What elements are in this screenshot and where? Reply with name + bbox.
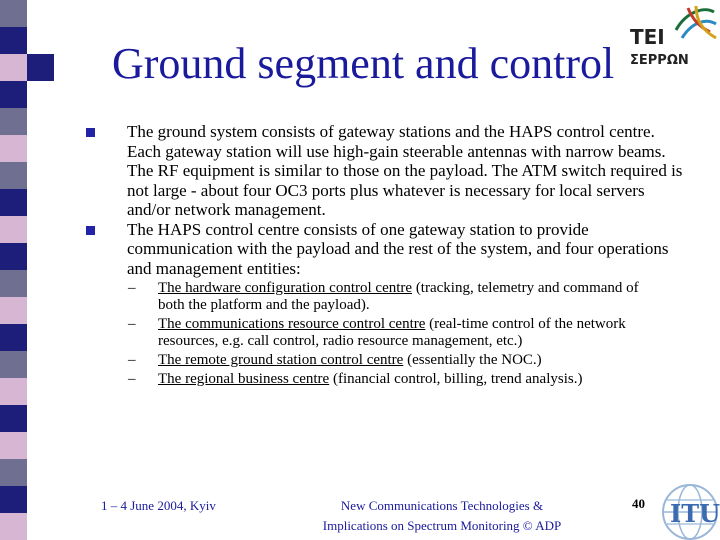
sub-bullet-item	[128, 316, 658, 350]
strip-square	[0, 459, 27, 486]
sub-bullet-item	[128, 371, 658, 388]
strip-square	[0, 0, 27, 27]
footer-line-2: Implications on Spectrum Monitoring © ADP	[322, 518, 562, 533]
itu-logo-text: ITU	[670, 499, 720, 528]
decorative-square-strip	[0, 0, 96, 540]
slide-title: Ground segment and control	[112, 39, 615, 88]
sub-item-term: The hardware configuration control centre	[158, 280, 413, 296]
sub-bullet-list	[128, 280, 658, 390]
bullet-text: The ground system consists of gateway stations and the HAPS control centre. Each gateway station will use high-gain steerable antennas with narrow beams. The RF equipment is similar to those on the payload. The ATM switch required is not large - about four OC3 ports plus whatever is necessary for local servers and/or network management.	[127, 122, 683, 219]
strip-square	[0, 27, 27, 54]
bullet-list	[86, 122, 686, 278]
tei-logo	[626, 4, 718, 70]
page-number: 40	[632, 496, 645, 511]
strip-square	[0, 378, 27, 405]
footer-line-1: New Communications Technologies &	[340, 498, 544, 513]
strip-square	[0, 513, 27, 540]
strip-square	[27, 54, 54, 81]
strip-square	[0, 351, 27, 378]
strip-square	[0, 432, 27, 459]
strip-square	[0, 486, 27, 513]
sub-item-term: The remote ground station control centre	[158, 352, 404, 368]
strip-square	[0, 81, 27, 108]
itu-logo	[640, 470, 720, 540]
strip-square	[0, 297, 27, 324]
sub-item-desc: (financial control, billing, trend analysis.)	[329, 371, 583, 387]
dash-icon: –	[128, 280, 136, 296]
strip-square	[0, 324, 27, 351]
bullet-text: The HAPS control centre consists of one gateway station to provide communication with the payload and the rest of the system, and four operations and management entities:	[127, 219, 669, 278]
strip-square	[0, 135, 27, 162]
sub-item-term: The regional business centre	[158, 371, 330, 387]
sub-item-desc: (essentially the NOC.)	[403, 352, 542, 368]
dash-icon: –	[128, 316, 136, 332]
strip-square	[0, 270, 27, 297]
strip-square	[0, 189, 27, 216]
sub-bullet-item	[128, 352, 658, 369]
square-bullet-icon	[86, 128, 95, 137]
footer-event-title	[292, 496, 592, 536]
footer-date-place: 1 – 4 June 2004, Kyiv	[101, 498, 216, 513]
strip-square	[0, 216, 27, 243]
sub-item-term: The communications resource control centre	[158, 316, 426, 332]
bullet-item	[86, 122, 686, 220]
tei-logo-text-top: TEI	[630, 25, 665, 49]
dash-icon: –	[128, 352, 136, 368]
sub-bullet-item	[128, 280, 658, 314]
strip-square	[0, 54, 27, 81]
sub-item-desc: (tracking, telemetry and command of both the platform and the payload).	[158, 280, 639, 313]
strip-square	[0, 108, 27, 135]
tei-logo-text-bottom: ΣΕΡΡΩΝ	[630, 53, 689, 68]
strip-square	[0, 162, 27, 189]
dash-icon: –	[128, 371, 136, 387]
bullet-item	[86, 220, 686, 279]
square-bullet-icon	[86, 226, 95, 235]
sub-item-desc: (real-time control of the network resources, e.g. call control, radio resource management, etc.)	[158, 316, 626, 349]
strip-square	[0, 243, 27, 270]
strip-square	[0, 405, 27, 432]
